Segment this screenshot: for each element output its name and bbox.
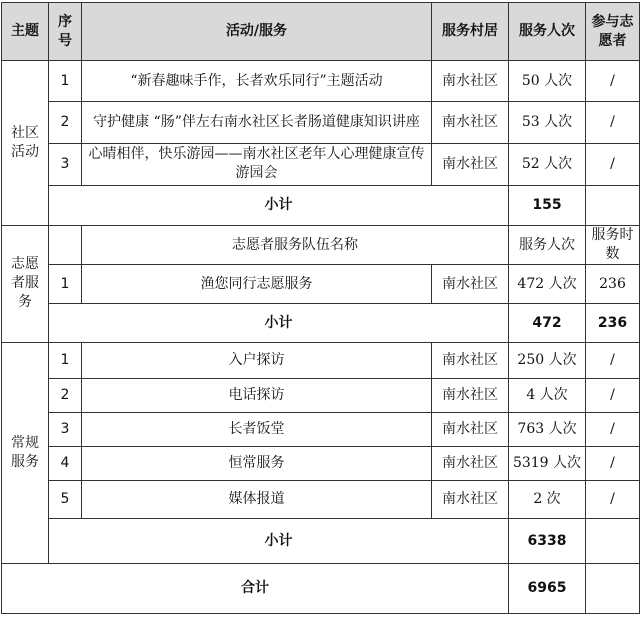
row-volunteer: / — [586, 102, 640, 143]
row-village: 南水社区 — [432, 412, 509, 446]
row-count: 4 人次 — [509, 378, 586, 412]
table-row — [2, 143, 640, 185]
row-activity: 心晴相伴，快乐游园——南水社区老年人心理健康宣传游园会 — [82, 143, 432, 185]
row-village: 南水社区 — [432, 61, 509, 102]
row-village: 南水社区 — [432, 378, 509, 412]
row-seq: 3 — [49, 412, 82, 446]
row-count: 5319 人次 — [509, 447, 586, 481]
empty-cell — [49, 226, 82, 265]
table-row — [2, 342, 640, 378]
subtotal-row — [2, 185, 640, 225]
table-row — [2, 481, 640, 519]
row-volunteer: / — [586, 61, 640, 102]
total-count: 6965 — [509, 563, 586, 613]
table-row — [2, 378, 640, 412]
header-volunteer: 参与志愿者 — [586, 3, 640, 61]
row-count: 50 人次 — [509, 61, 586, 102]
row-activity: 电话探访 — [82, 378, 432, 412]
theme-volunteer: 志愿者服务 — [2, 226, 49, 343]
row-seq: 2 — [49, 102, 82, 143]
row-count: 53 人次 — [509, 102, 586, 143]
row-activity: 长者饭堂 — [82, 412, 432, 446]
row-seq: 5 — [49, 481, 82, 519]
row-volunteer: / — [586, 481, 640, 519]
table-row — [2, 265, 640, 304]
row-volunteer: / — [586, 342, 640, 378]
header-theme: 主题 — [2, 3, 49, 61]
row-count: 2 次 — [509, 481, 586, 519]
row-seq: 4 — [49, 447, 82, 481]
row-activity: 媒体报道 — [82, 481, 432, 519]
row-hours: 236 — [586, 265, 640, 304]
total-label: 合计 — [2, 563, 509, 613]
row-village: 南水社区 — [432, 481, 509, 519]
row-activity: 恒常服务 — [82, 447, 432, 481]
volunteer-count-header: 服务人次 — [509, 226, 586, 265]
subtotal-label: 小计 — [49, 304, 509, 342]
header-seq: 序号 — [49, 3, 82, 61]
row-volunteer: / — [586, 447, 640, 481]
service-summary-table — [1, 2, 640, 614]
subtotal-count: 6338 — [509, 519, 586, 563]
total-volunteer — [586, 563, 640, 613]
table-row — [2, 61, 640, 102]
total-row — [2, 563, 640, 613]
subtotal-label: 小计 — [49, 185, 509, 225]
header-count: 服务人次 — [509, 3, 586, 61]
header-village: 服务村居 — [432, 3, 509, 61]
volunteer-hours-header: 服务时数 — [586, 226, 640, 265]
subtotal-volunteer — [586, 185, 640, 225]
subtotal-hours: 236 — [586, 304, 640, 342]
row-count: 472 人次 — [509, 265, 586, 304]
subtotal-label: 小计 — [49, 519, 509, 563]
row-seq: 2 — [49, 378, 82, 412]
row-activity: 渔您同行志愿服务 — [82, 265, 432, 304]
volunteer-subheader-row — [2, 226, 640, 265]
volunteer-team-header: 志愿者服务队伍名称 — [82, 226, 509, 265]
table-row — [2, 447, 640, 481]
theme-community: 社区活动 — [2, 61, 49, 226]
row-activity: 守护健康 “肠”伴左右南水社区长者肠道健康知识讲座 — [82, 102, 432, 143]
row-volunteer: / — [586, 412, 640, 446]
row-village: 南水社区 — [432, 265, 509, 304]
table-row — [2, 412, 640, 446]
row-volunteer: / — [586, 143, 640, 185]
subtotal-volunteer — [586, 519, 640, 563]
row-seq: 1 — [49, 265, 82, 304]
row-seq: 1 — [49, 61, 82, 102]
row-volunteer: / — [586, 378, 640, 412]
subtotal-row — [2, 304, 640, 342]
row-village: 南水社区 — [432, 447, 509, 481]
row-activity: “新春趣味手作，长者欢乐同行”主题活动 — [82, 61, 432, 102]
subtotal-count: 155 — [509, 185, 586, 225]
header-row — [2, 3, 640, 61]
row-village: 南水社区 — [432, 143, 509, 185]
subtotal-count: 472 — [509, 304, 586, 342]
row-count: 763 人次 — [509, 412, 586, 446]
subtotal-row — [2, 519, 640, 563]
theme-regular: 常规服务 — [2, 342, 49, 563]
row-village: 南水社区 — [432, 342, 509, 378]
row-village: 南水社区 — [432, 102, 509, 143]
row-activity: 入户探访 — [82, 342, 432, 378]
row-count: 52 人次 — [509, 143, 586, 185]
table-row — [2, 102, 640, 143]
header-activity: 活动/服务 — [82, 3, 432, 61]
row-seq: 3 — [49, 143, 82, 185]
row-count: 250 人次 — [509, 342, 586, 378]
row-seq: 1 — [49, 342, 82, 378]
